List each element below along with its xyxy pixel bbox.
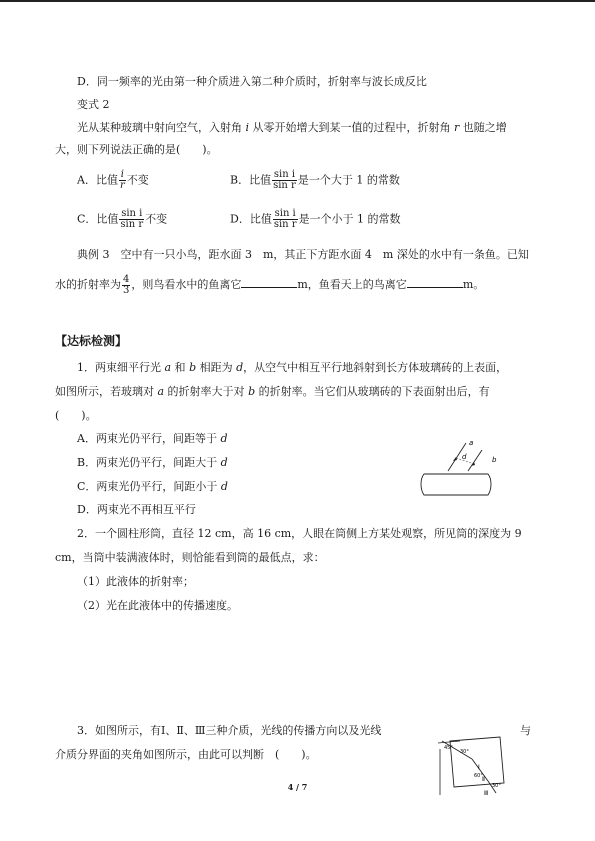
- answer-blank-2[interactable]: [407, 276, 463, 288]
- medium-label-2: Ⅱ: [482, 776, 485, 783]
- page-top-border: [0, 0, 595, 2]
- beam-b-label: b: [492, 456, 497, 464]
- q2-line2: cm，当筒中装满液体时，则恰能看到筒的最低点，求：: [55, 551, 325, 564]
- q1-option-a: A．两束光仍平行，间距等于 d: [77, 432, 228, 445]
- q1-option-c: C．两束光仍平行，间距小于 d: [77, 480, 228, 493]
- prev-option-d: D．同一频率的光由第一种介质进入第二种介质时，折射率与波长成反比: [77, 75, 427, 88]
- angle-label-4: 30°: [492, 783, 501, 789]
- variant2-stem-line1: 光从某种玻璃中射向空气，入射角 i 从零开始增大到某一值的过程中，折射角 r 也随之增: [77, 121, 507, 134]
- spacing-d-label: d: [462, 453, 467, 461]
- q1-option-b: B．两束光仍平行，间距大于 d: [77, 456, 228, 469]
- page-number: 4 / 7: [287, 782, 308, 792]
- fraction-sini-over-sinr: $\frac{\text{sin i}}{\text{sin r}}$: [120, 208, 144, 230]
- q2-line1: 2．一个圆柱形筒，直径 12 cm，高 16 cm，人眼在筒侧上方某处观察，所见筒的深度为 9: [77, 527, 522, 540]
- fraction-i-over-r: $\frac{i}{r}$: [119, 169, 125, 191]
- q1-figure-glass-brick: [418, 437, 510, 499]
- variant2-stem-line2: 大，则下列说法正确的是( )。: [55, 143, 218, 156]
- variant2-option-a: A．比值 $\frac{i}{r}$ 不变: [77, 169, 149, 191]
- example3-line1: 典例 3 空中有一只小鸟，距水面 3 m，其正下方距水面 4 m 深处的水中有一条鱼。已知: [77, 248, 529, 261]
- example3-line2: 水的折射率为 $\frac{4}{3}$ ，则鸟看水中的鱼离它 m，鱼看天上的鸟离它 m。: [55, 273, 485, 296]
- angle-label-2: 30°: [460, 749, 469, 755]
- variant2-option-c: C．比值 $\frac{\text{sin i}}{\text{sin r}}$ 不变: [77, 208, 168, 230]
- answer-blank-1[interactable]: [241, 276, 297, 288]
- fraction-sini-over-sinr: $\frac{\text{sin i}}{\text{sin r}}$: [273, 208, 297, 230]
- q1-line3: ( )。: [55, 409, 97, 422]
- q3-line1-end: 与: [520, 724, 531, 737]
- glass-brick-shape: [421, 474, 491, 495]
- variant2-option-b: B．比值 $\frac{\text{sin i}}{\text{sin r}}$ 是一个大于 1 的常数: [230, 169, 400, 191]
- q1-line2: 如图所示，若玻璃对 a 的折射率大于对 b 的折射率。当它们从玻璃砖的下表面射出后，有: [55, 385, 490, 398]
- beam-b-arrow: [471, 462, 475, 466]
- variant2-option-d: D．比值 $\frac{\text{sin i}}{\text{sin r}}$ 是一个小于 1 的常数: [230, 208, 401, 230]
- medium-label-3: Ⅲ: [484, 790, 489, 797]
- fraction-sini-over-sinr: $\frac{\text{sin i}}{\text{sin r}}$: [273, 169, 296, 191]
- medium-label-1: Ⅰ: [478, 764, 480, 771]
- angle-label-1: 45°: [444, 745, 453, 751]
- section-title: 【达标检测】: [55, 334, 128, 348]
- fraction-four-thirds: $\frac{4}{3}$: [123, 273, 130, 296]
- q3-line1: 3．如图所示，有Ⅰ、Ⅱ、Ⅲ三种介质，光线的传播方向以及光线: [77, 724, 382, 737]
- variant2-title: 变式 2: [77, 98, 110, 111]
- medium-2-boundary: [450, 737, 504, 787]
- q2-sub1: （1）此液体的折射率；: [77, 575, 194, 588]
- q2-sub2: （2）光在此液体中的传播速度。: [77, 599, 238, 612]
- beam-b: [468, 450, 482, 471]
- q3-line2: 介质分界面的夹角如图所示，由此可以判断 ( )。: [55, 748, 317, 761]
- interface-top: [438, 741, 460, 743]
- angle-label-3: 60°: [474, 773, 483, 779]
- beam-a-label: a: [469, 439, 474, 447]
- q1-option-d: D．两束光不再相互平行: [77, 503, 196, 516]
- q1-line1: 1．两束细平行光 a 和 b 相距为 d，从空气中相互平行地斜射到长方体玻璃砖的上表面，: [77, 361, 508, 374]
